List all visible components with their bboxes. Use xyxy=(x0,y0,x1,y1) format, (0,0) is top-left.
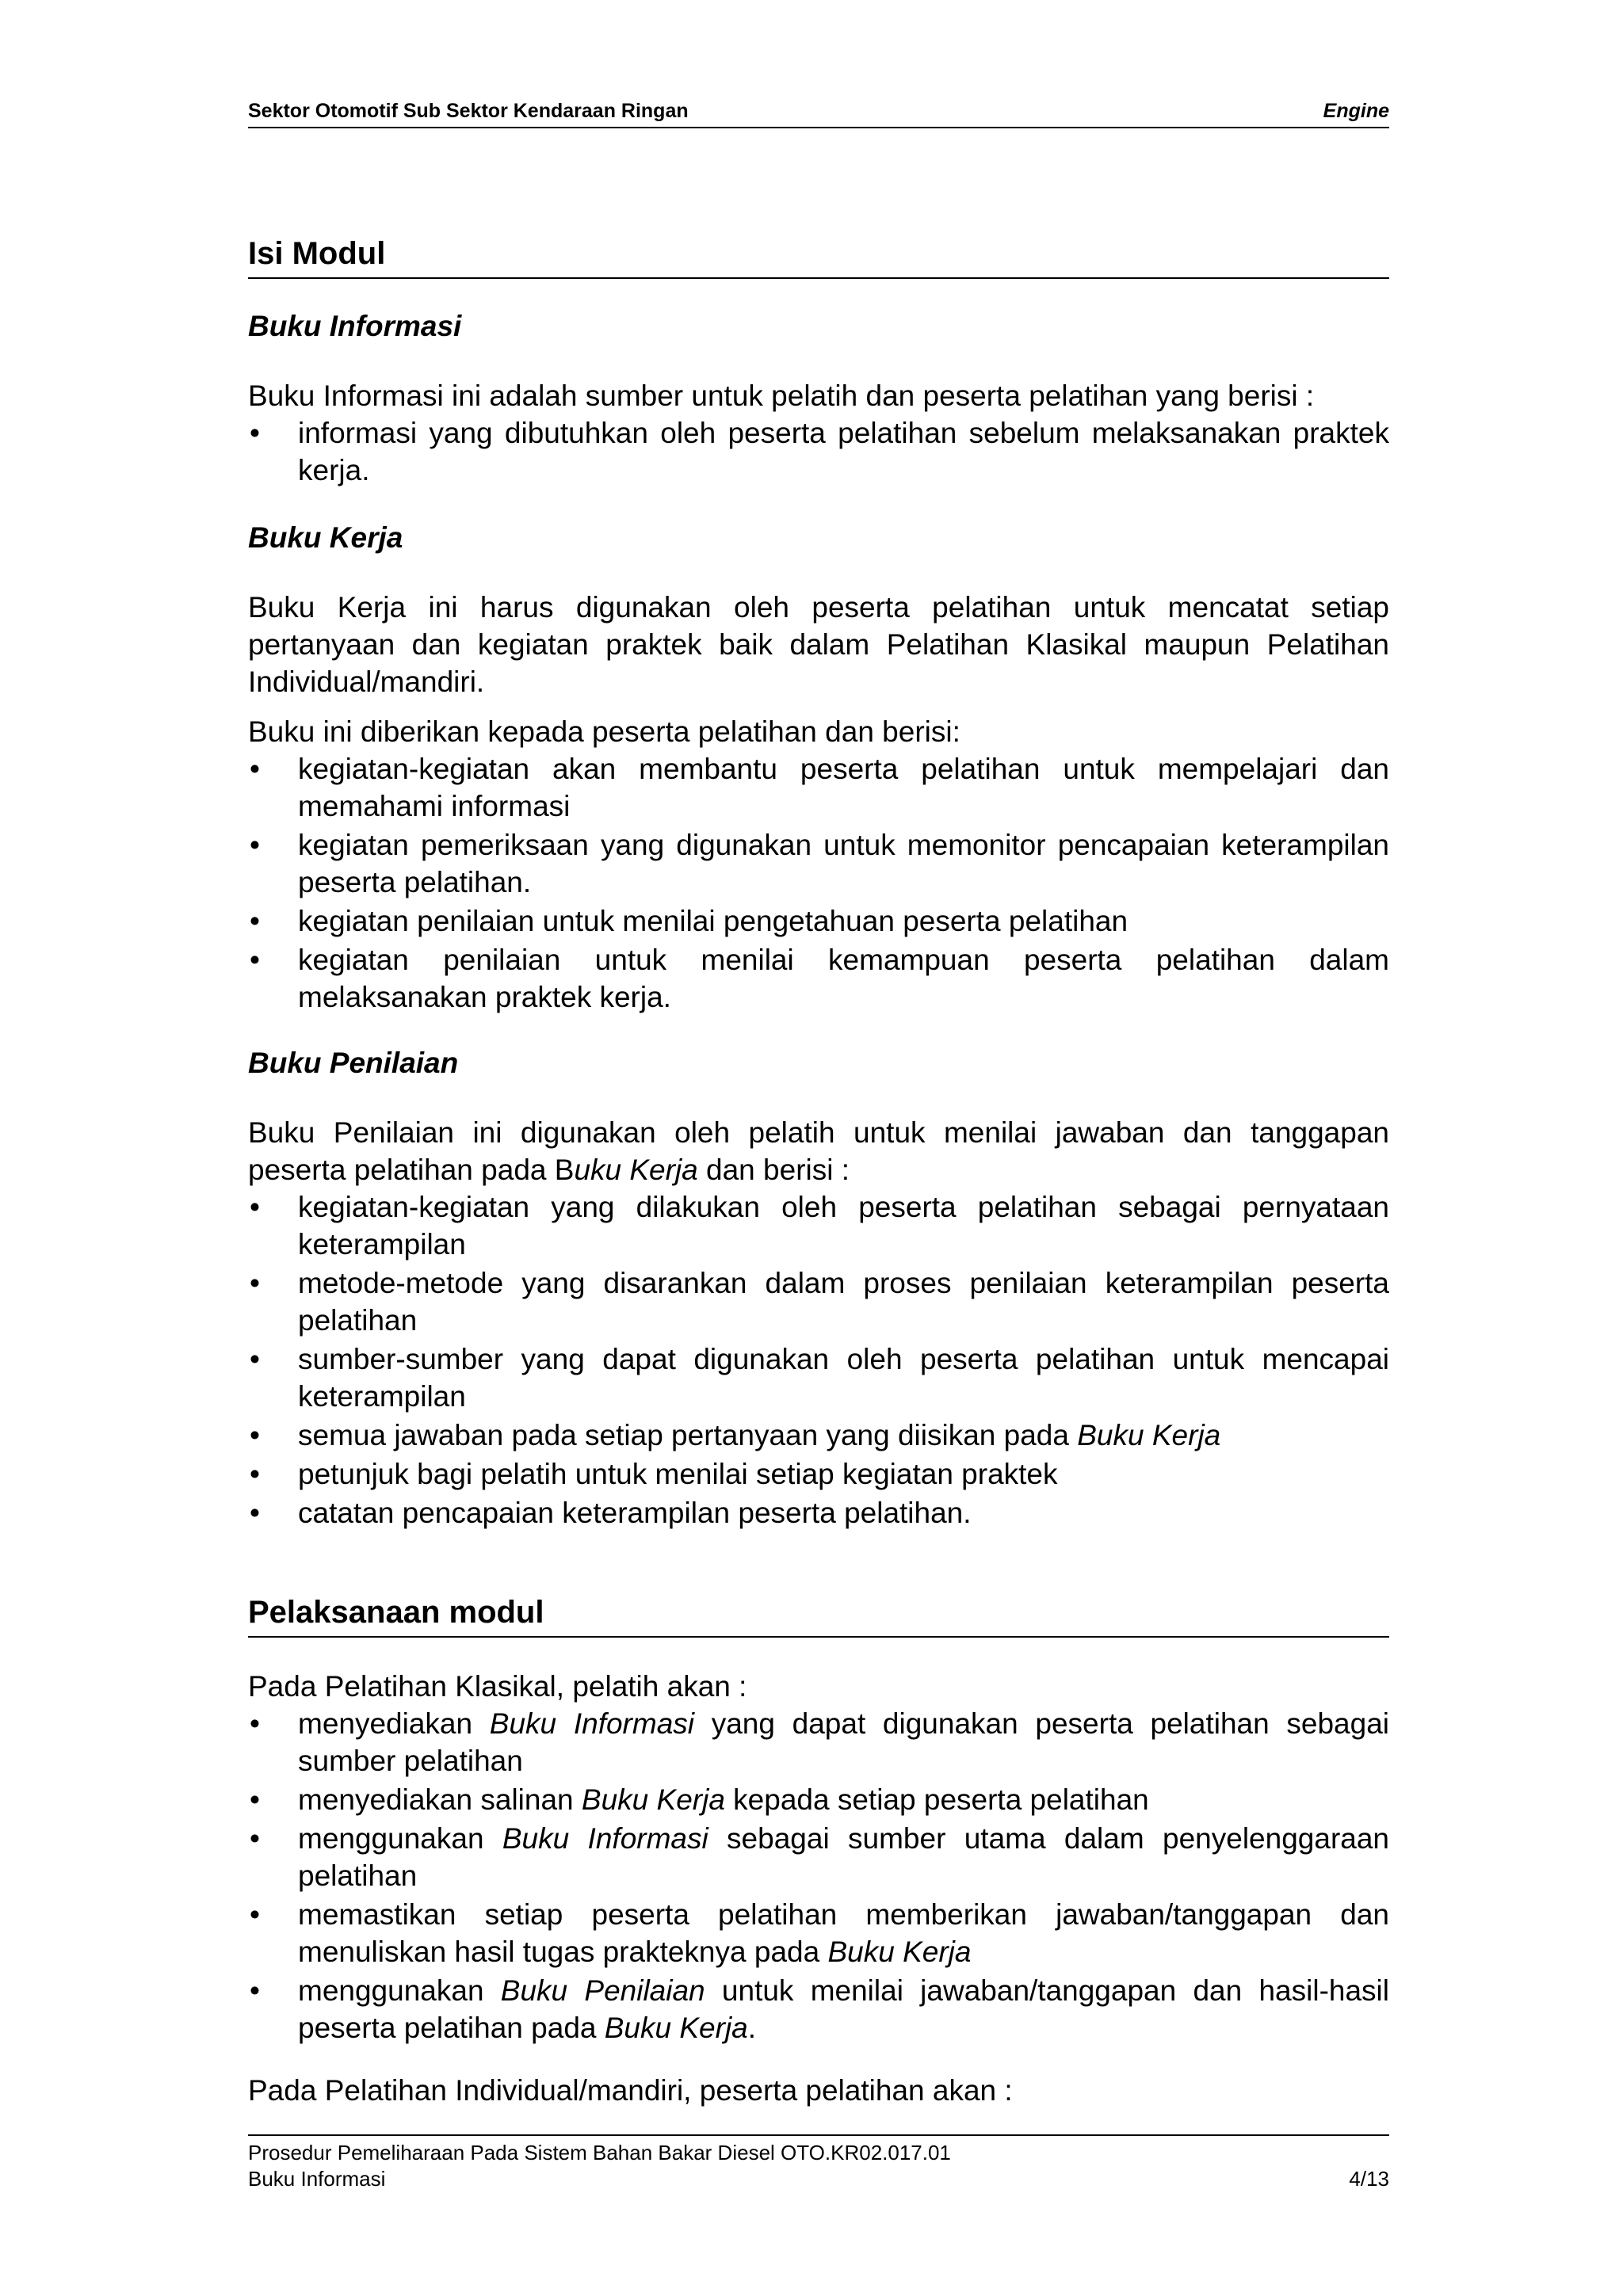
list-item: • semua jawaban pada setiap pertanyaan yang diisikan pada Buku Kerja xyxy=(248,1417,1389,1454)
bullet-icon: • xyxy=(250,1419,260,1451)
bullet-icon: • xyxy=(250,1783,260,1816)
list-item: • menyediakan Buku Informasi yang dapat digunakan peserta pelatihan sebagai sumber pelatihan xyxy=(248,1705,1389,1779)
subheading-buku-kerja: Buku Kerja xyxy=(248,521,403,554)
subheading-buku-informasi: Buku Informasi xyxy=(248,310,462,342)
bullet-icon: • xyxy=(250,1707,260,1740)
list-item: • menggunakan Buku Informasi sebagai sumber utama dalam penyelenggaraan pelatihan xyxy=(248,1820,1389,1894)
list-item: • kegiatan-kegiatan akan membantu peserta pelatihan untuk mempelajari dan memahami informasi xyxy=(248,750,1389,825)
list-item: • menggunakan Buku Penilaian untuk menilai jawaban/tanggapan dan hasil-hasil peserta pelatihan pada Buku Kerja. xyxy=(248,1972,1389,2046)
running-header xyxy=(248,98,1389,128)
list-item: • memastikan setiap peserta pelatihan memberikan jawaban/tanggapan dan menuliskan hasil tugas prakteknya pada Buku Kerja xyxy=(248,1896,1389,1970)
list-item: • petunjuk bagi pelatih untuk menilai setiap kegiatan praktek xyxy=(248,1455,1389,1493)
header-sector: Sektor Otomotif Sub Sektor Kendaraan Ringan xyxy=(248,100,689,122)
paragraph: Buku Informasi ini adalah sumber untuk pelatih dan peserta pelatihan yang berisi : xyxy=(248,379,1315,412)
footer-module-title: Prosedur Pemeliharaan Pada Sistem Bahan Bakar Diesel OTO.KR02.017.01 xyxy=(248,2141,951,2164)
main-content xyxy=(248,231,1389,2109)
list-item: • sumber-sumber yang dapat digunakan oleh peserta pelatihan untuk mencapai keterampilan xyxy=(248,1341,1389,1415)
bullet-list xyxy=(248,750,1389,1016)
bullet-icon: • xyxy=(250,1974,260,2007)
bullet-icon: • xyxy=(250,1898,260,1931)
list-item: • informasi yang dibutuhkan oleh peserta pelatihan sebelum melaksanakan praktek kerja. xyxy=(248,414,1389,489)
list-item: • kegiatan-kegiatan yang dilakukan oleh peserta pelatihan sebagai pernyataan keterampilan xyxy=(248,1188,1389,1263)
list-item: • kegiatan penilaian untuk menilai pengetahuan peserta pelatihan xyxy=(248,902,1389,940)
list-item: • catatan pencapaian keterampilan peserta pelatihan. xyxy=(248,1494,1389,1531)
bullet-icon: • xyxy=(250,905,260,937)
bullet-icon: • xyxy=(250,1458,260,1490)
footer-book-name: Buku Informasi xyxy=(248,2167,386,2191)
running-footer xyxy=(248,2134,1389,2192)
bullet-icon: • xyxy=(250,944,260,976)
bullet-icon: • xyxy=(250,1267,260,1299)
bullet-icon: • xyxy=(250,829,260,861)
section-title-isi-modul: Isi Modul xyxy=(248,231,1389,279)
page-number: 4/13 xyxy=(1349,2167,1389,2191)
bullet-icon: • xyxy=(250,417,260,449)
paragraph: Buku Penilaian ini digunakan oleh pelatih untuk menilai jawaban dan tanggapan peserta pelatihan pada Buku Kerja dan berisi : xyxy=(248,1116,1389,1186)
list-item: • menyediakan salinan Buku Kerja kepada setiap peserta pelatihan xyxy=(248,1781,1389,1818)
list-item: • kegiatan pemeriksaan yang digunakan untuk memonitor pencapaian keterampilan peserta pelatihan. xyxy=(248,826,1389,901)
list-item: • metode-metode yang disarankan dalam proses penilaian keterampilan peserta pelatihan xyxy=(248,1264,1389,1339)
paragraph: Pada Pelatihan Individual/mandiri, peserta pelatihan akan : xyxy=(248,2074,1013,2107)
header-topic: Engine xyxy=(1323,100,1389,122)
bullet-list xyxy=(248,1705,1389,2046)
bullet-icon: • xyxy=(250,1822,260,1855)
bullet-icon: • xyxy=(250,1191,260,1223)
section-title-pelaksanaan-modul: Pelaksanaan modul xyxy=(248,1590,1389,1638)
bullet-icon: • xyxy=(250,1497,260,1529)
bullet-list xyxy=(248,414,1389,489)
paragraph: Buku ini diberikan kepada peserta pelatihan dan berisi: xyxy=(248,715,960,748)
paragraph: Buku Kerja ini harus digunakan oleh peserta pelatihan untuk mencatat setiap pertanyaan dan kegiatan praktek baik dalam Pelatihan Klasikal maupun Pelatihan Individual/mandiri. xyxy=(248,591,1389,698)
bullet-list xyxy=(248,1188,1389,1531)
list-item: • kegiatan penilaian untuk menilai kemampuan peserta pelatihan dalam melaksanakan praktek kerja. xyxy=(248,941,1389,1016)
subheading-buku-penilaian: Buku Penilaian xyxy=(248,1047,459,1079)
bullet-icon: • xyxy=(250,753,260,785)
bullet-icon: • xyxy=(250,1343,260,1375)
document-page xyxy=(248,0,1389,2296)
paragraph: Pada Pelatihan Klasikal, pelatih akan : xyxy=(248,1670,747,1703)
